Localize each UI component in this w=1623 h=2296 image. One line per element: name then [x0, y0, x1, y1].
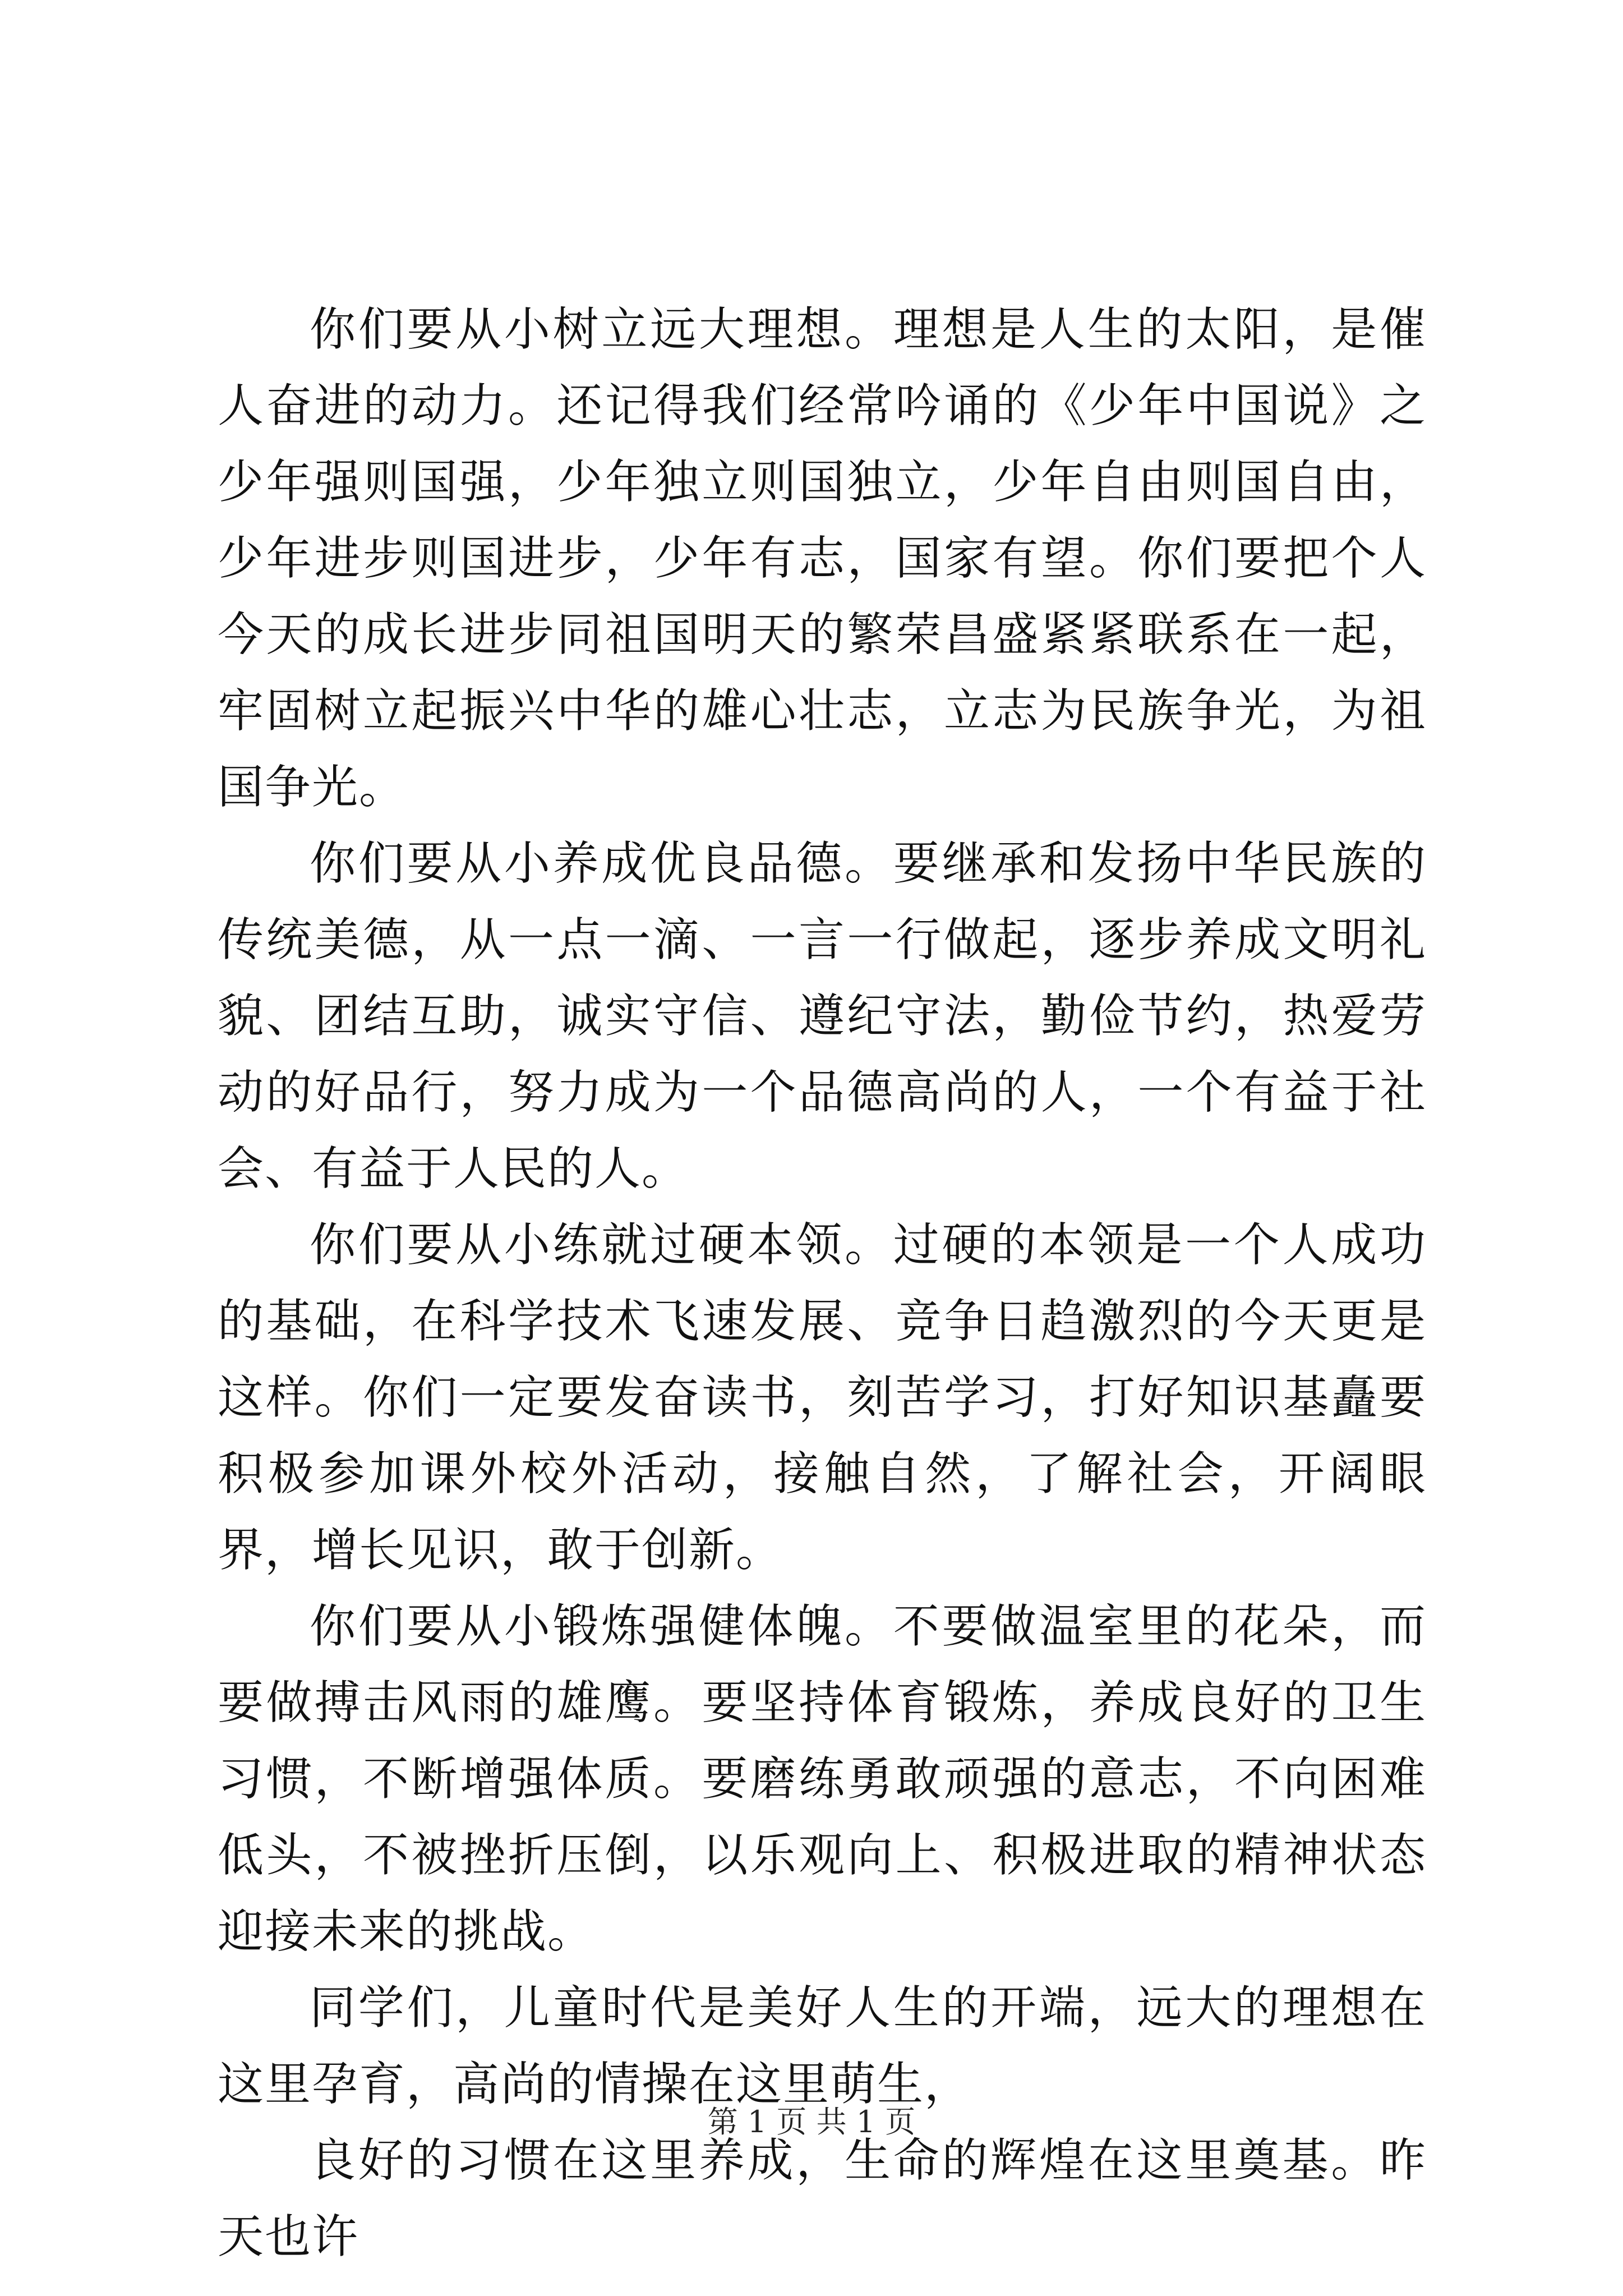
document-body: [218, 292, 1427, 2275]
paragraph-physique: 你们要从小锻炼强健体魄。不要做温室里的花朵，而要做搏击风雨的雄鹰。要坚持体育锻炼，养成良好的卫生习惯，不断增强体质。要磨练勇敢顽强的意志，不向困难低头，不被挫折压倒，以乐观向上、积极进取的精神状态迎接未来的挑战。: [218, 1600, 1427, 1958]
paragraph-ideals: 你们要从小树立远大理想。理想是人生的太阳，是催人奋进的动力。还记得我们经常吟诵的《少年中国说》之少年强则国强，少年独立则国独立，少年自由则国自由，少年进步则国进步，少年有志，国家有望。你们要把个人今天的成长进步同祖国明天的繁荣昌盛紧紧联系在一起，牢固树立起振兴中华的雄心壮志，立志为民族争光，为祖国争光。: [218, 303, 1427, 814]
paragraph-morality: 你们要从小养成优良品德。要继承和发扬中华民族的传统美德，从一点一滴、一言一行做起，逐步养成文明礼貌、团结互助，诚实守信、遵纪守法，勤俭节约，热爱劳动的好品行，努力成为一个品德高尚的人，一个有益于社会、有益于人民的人。: [218, 837, 1427, 1195]
paragraph-childhood: 同学们，儿童时代是美好人生的开端，远大的理想在这里孕育，高尚的情操在这里萌生，: [218, 1981, 1427, 2111]
paragraph-habits: 良好的习惯在这里养成，生命的辉煌在这里奠基。昨天也许: [218, 2134, 1427, 2263]
page-number-footer: 第 1 页 共 1 页: [707, 2104, 916, 2139]
paragraph-skills: 你们要从小练就过硬本领。过硬的本领是一个人成功的基础，在科学技术飞速发展、竞争日趋激烈的今天更是这样。你们一定要发奋读书，刻苦学习，打好知识基矗要积极参加课外校外活动，接触自然，了解社会，开阔眼界，增长见识，敢于创新。: [218, 1218, 1427, 1577]
